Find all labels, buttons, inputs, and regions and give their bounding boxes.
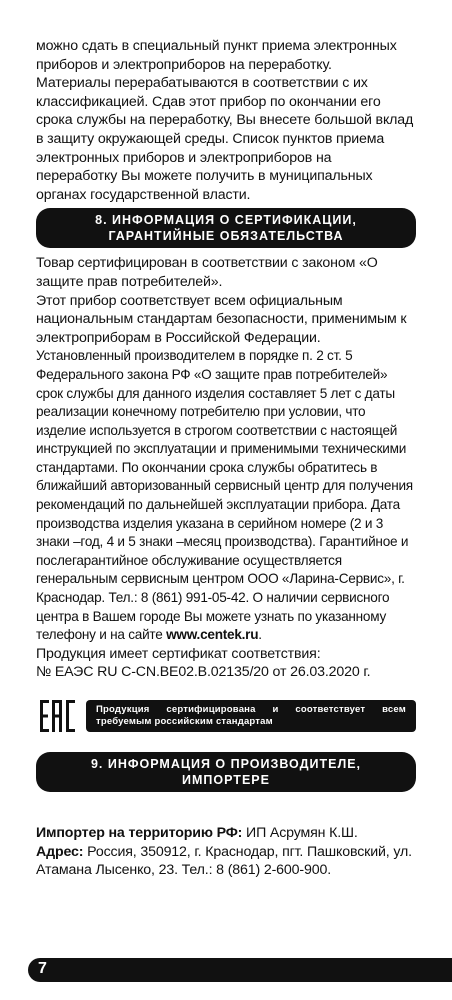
- section-8-heading-line1: 8. ИНФОРМАЦИЯ О СЕРТИФИКАЦИИ,: [95, 213, 357, 228]
- address-line: [36, 843, 416, 880]
- page-content: [36, 37, 416, 880]
- importer-label: Импортер на территорию РФ:: [36, 825, 243, 841]
- section-8-paragraph-2: Этот прибор соответствует всем официальным национальным стандартам безопасности, применимым к электроприборам в Российской Федерации.: [36, 292, 407, 346]
- footer-bar: [28, 958, 452, 982]
- section-8-paragraph-3: [36, 347, 416, 645]
- intro-paragraph-1: можно сдать в специальный пункт приема электронных приборов и электроприборов на переработку.: [36, 38, 397, 73]
- address-value: Россия, 350912, г. Краснодар, пгт. Пашковский, ул. Атамана Лысенко, 23. Тел.: 8 (861) 2-600-900.: [36, 843, 412, 879]
- eac-logo-icon: [38, 698, 76, 734]
- section-8-heading-line2: ГАРАНТИЙНЫЕ ОБЯЗАТЕЛЬСТВА: [108, 229, 344, 244]
- section-9-heading-line2: ИМПОРТЕРЕ: [182, 773, 270, 787]
- importer-line: [36, 824, 416, 843]
- eac-statement: Продукция сертифицирована и соответствует всем требуемым российским стандартам: [86, 700, 416, 732]
- section-8-paragraph-4: Продукция имеет сертификат соответствия:: [36, 645, 321, 662]
- section-9-heading: [36, 752, 416, 792]
- page-number: 7: [38, 960, 47, 977]
- importer-value: ИП Асрумян К.Ш.: [242, 825, 358, 841]
- intro-paragraph-2: Материалы перерабатываются в соответствии с их классификацией. Сдав этот прибор по окончании его срока службы на переработку, Вы внесете большой вклад в защиту окружающей среды. Список пунктов приема электронных приборов и электроприборов на переработку Вы можете получить в муниципальных органах государственной власти.: [36, 75, 414, 203]
- address-label: Адрес:: [36, 843, 84, 860]
- section-8-paragraph-1: Товар сертифицирован в соответствии с законом «О защите прав потребителей».: [36, 255, 378, 290]
- website-link[interactable]: www.centek.ru: [166, 627, 259, 643]
- website-period: .: [258, 627, 262, 643]
- eac-block: [38, 698, 416, 734]
- section-9-heading-line1: 9. ИНФОРМАЦИЯ О ПРОИЗВОДИТЕЛЕ,: [90, 757, 362, 771]
- certificate-number: № ЕАЭС RU C-CN.BE02.B.02135/20 от 26.03.2020 г.: [36, 664, 371, 681]
- warranty-text: Установленный производителем в порядке п. 2 ст. 5 Федерального закона РФ «О защите прав потребителей» срок службы для данного изделия составляет 5 лет с даты реализации конечному потребителю при условии, что изделие используется в строгом соответствии с настоящей инструкцией по эксплуатации и применимыми техническими стандартами. По окончании срока службы обратитесь в ближайший авторизованный сервисный центр для получения рекомендаций по дальнейшей эксплуатации прибора. Дата производства изделия указана в серийном номере (2 и 3 знаки –год, 4 и 5 знаки –месяц производства). Гарантийное и послегарантийное обслуживание осуществляется генеральным сервисным центром ООО «Ларина-Сервис», г. Краснодар. Тел.: 8 (861) 991-05-42. О наличии сервисного центра в Вашем городе Вы можете узнать по указанному телефону и на сайте: [36, 348, 413, 643]
- page-footer: [0, 958, 452, 982]
- section-8-heading: [36, 208, 416, 248]
